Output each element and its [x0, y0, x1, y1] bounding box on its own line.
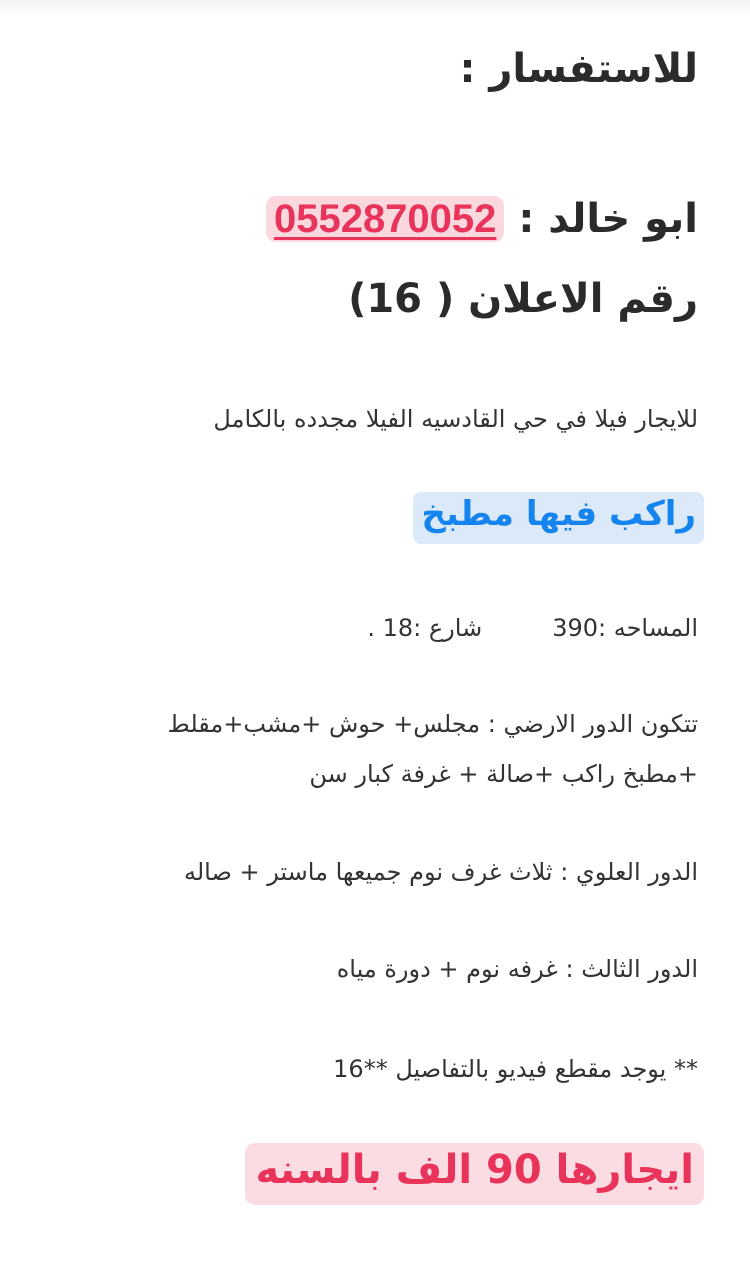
top-shadow — [0, 0, 750, 18]
ad-number: رقم الاعلان ( 16) — [348, 276, 698, 322]
kitchen-highlight: راكب فيها مطبخ — [413, 492, 704, 544]
ad-description: للايجار فيلا في حي القادسيه الفيلا مجدده بالكامل — [213, 405, 698, 433]
area-value: المساحه :390 — [552, 614, 698, 642]
inquiry-heading: للاستفسار : — [459, 46, 698, 92]
price-line — [245, 1143, 704, 1205]
street-value: شارع :18 . — [367, 614, 483, 642]
contact-name-label: ابو خالد : — [518, 196, 698, 242]
phone-number-link[interactable]: 0552870052 — [273, 197, 497, 241]
phone-chip — [266, 196, 504, 242]
ground-floor-line-1: تتكون الدور الارضي : مجلس+ حوش +مشب+مقلط — [167, 710, 698, 738]
video-note: ** يوجد مقطع فيديو بالتفاصيل **16 — [333, 1055, 698, 1083]
price-highlight: ايجارها 90 الف بالسنه — [245, 1143, 704, 1205]
highlight-line — [413, 492, 704, 544]
upper-floor: الدور العلوي : ثلاث غرف نوم جميعها ماستر + صاله — [183, 858, 698, 886]
ground-floor-line-2: +مطبخ راكب +صالة + غرفة كبار سن — [309, 760, 698, 788]
third-floor: الدور الثالث : غرفه نوم + دورة مياه — [336, 955, 698, 983]
area-street-line — [367, 614, 698, 642]
contact-line — [266, 196, 698, 242]
